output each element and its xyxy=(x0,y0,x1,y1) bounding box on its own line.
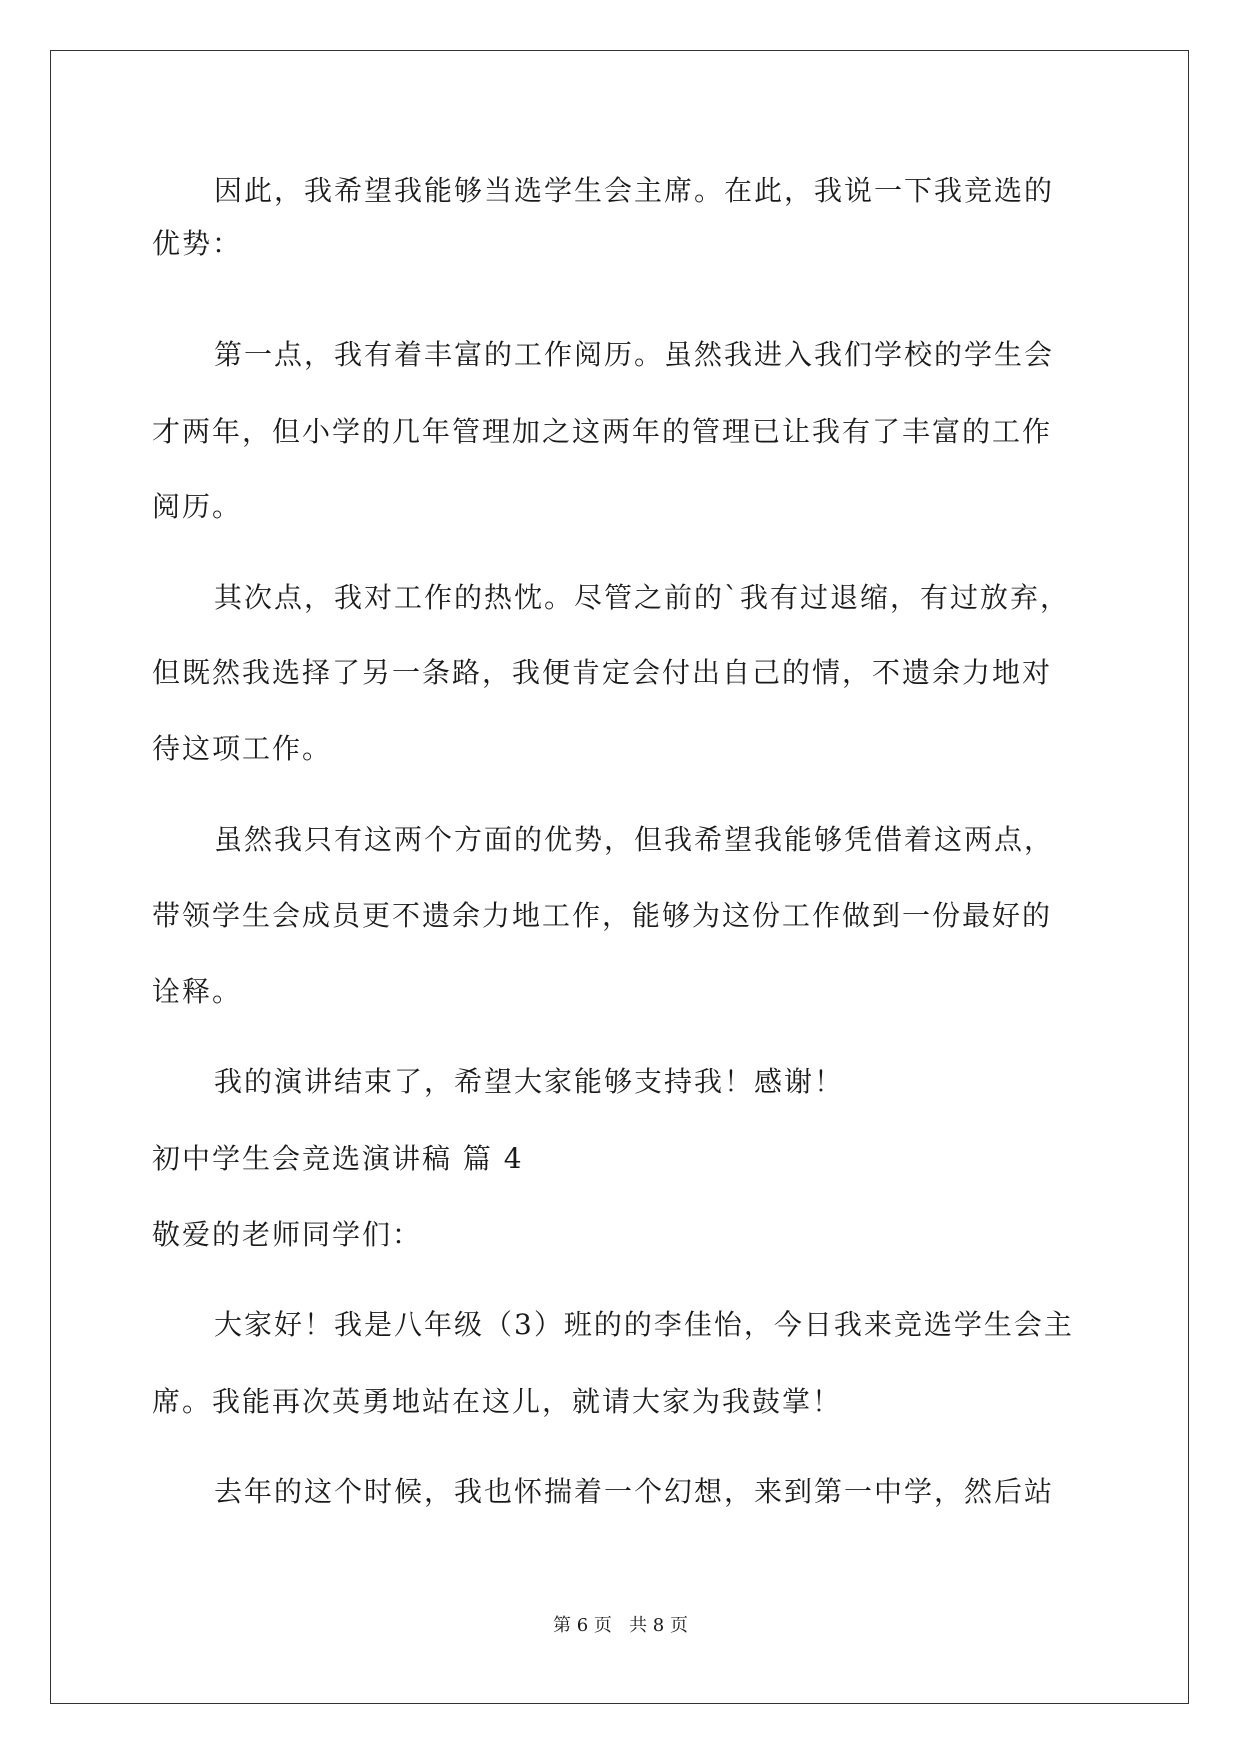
page-number-footer: 第 6 页 共 8 页 xyxy=(553,1615,688,1636)
salutation: 敬爱的老师同学们： xyxy=(152,1218,423,1251)
paragraph-line: 带领学生会成员更不遗余力地工作，能够为这份工作做到一份最好的 xyxy=(152,899,1053,932)
paragraph-line: 虽然我只有这两个方面的优势，但我希望我能够凭借着这两点， xyxy=(214,823,1055,856)
paragraph-line: 席。我能再次英勇地站在这儿，就请大家为我鼓掌！ xyxy=(152,1385,843,1418)
paragraph-line: 其次点，我对工作的热忱。尽管之前的`我有过退缩，有过放弃， xyxy=(214,581,1071,614)
paragraph-line: 优势： xyxy=(152,227,243,260)
paragraph-line: 才两年，但小学的几年管理加之这两年的管理已让我有了丰富的工作 xyxy=(152,415,1053,448)
paragraph-line: 但既然我选择了另一条路，我便肯定会付出自己的情，不遗余力地对 xyxy=(152,656,1053,689)
paragraph-line: 去年的这个时候，我也怀揣着一个幻想，来到第一中学，然后站 xyxy=(214,1475,1055,1508)
page-border xyxy=(50,50,1189,1704)
section-heading: 初中学生会竞选演讲稿 篇 4 xyxy=(152,1142,524,1175)
paragraph-line: 我的演讲结束了，希望大家能够支持我！感谢！ xyxy=(214,1065,845,1098)
paragraph-line: 待这项工作。 xyxy=(152,732,333,765)
paragraph-line: 第一点，我有着丰富的工作阅历。虽然我进入我们学校的学生会 xyxy=(214,338,1055,371)
paragraph-line: 大家好！我是八年级（3）班的的李佳怡，今日我来竞选学生会主 xyxy=(214,1308,1074,1341)
paragraph-line: 诠释。 xyxy=(152,975,243,1008)
paragraph-line: 因此，我希望我能够当选学生会主席。在此，我说一下我竞选的 xyxy=(214,174,1055,207)
paragraph-line: 阅历。 xyxy=(152,490,243,523)
